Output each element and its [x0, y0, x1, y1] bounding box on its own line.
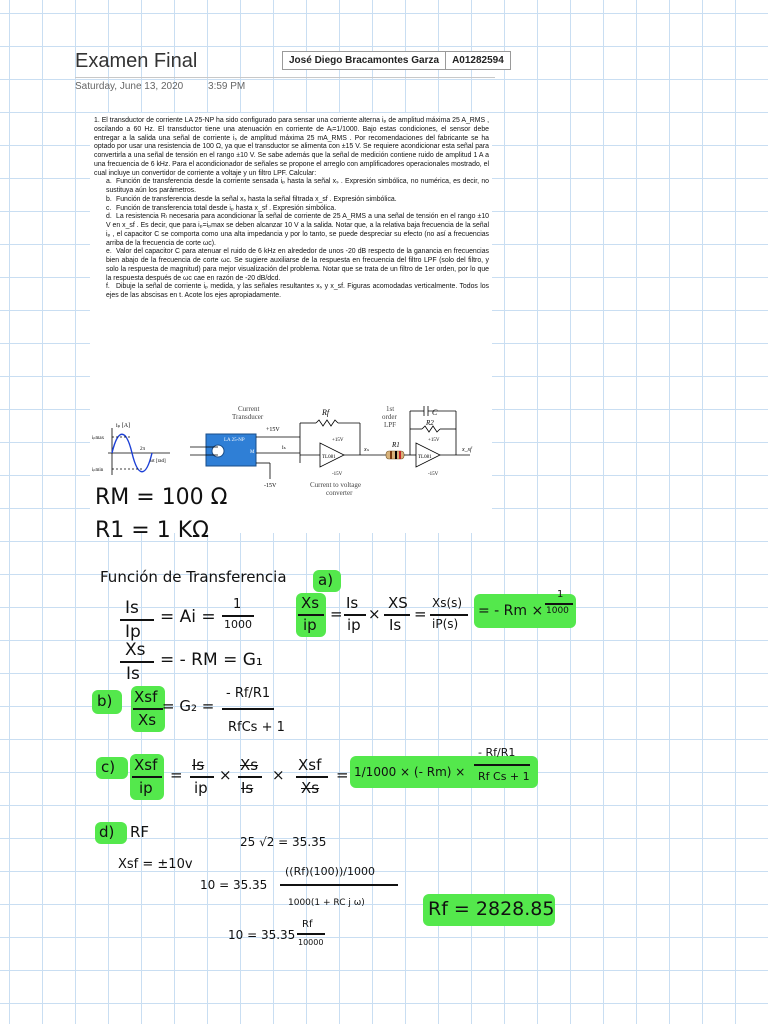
- plot-x-label: ωt [rad]: [150, 459, 166, 464]
- plot-period-label: 2π: [140, 447, 146, 452]
- converter-opamp-label: TL081: [322, 455, 336, 460]
- c-xsf-num: Xsf: [298, 756, 322, 774]
- problem-item-e: e. Valor del capacitor C para atenuar el ruido de 6 kHz en alrededor de unos -20 dB respecto de la ganancia en frecuencias bien abajo de la frecuencia de corte ωc. Se sugiere auxiliarse de la respuesta en frecuencia del filtro LPF (solo del filtro, y solo la respuesta de magnitud) para mejor visualización del problema. Notar que se trata de un filtro de 1er orden, por lo que la respuesta después de ωc cae en razón de -20 dB/dcd.: [106, 248, 489, 282]
- transducer-plus15: +15V: [266, 427, 280, 433]
- lpf-title-3: LPF: [384, 421, 397, 429]
- c-xs-num: Xs: [240, 756, 259, 774]
- c-num: Xsf: [134, 756, 158, 774]
- transducer-minus15: -15V: [264, 483, 277, 489]
- d-line3-num: ((Rf)(100))/1000: [285, 865, 375, 878]
- eq1-lhs-num: Is: [125, 598, 139, 618]
- a-res-num: 1: [557, 589, 564, 600]
- c-label: C: [432, 408, 438, 417]
- problem-intro: 1. El transductor de corriente LA 25-NP ha sido configurado para sensar una corriente alterna iₚ de amplitud máxima 25 A_RMS , oscilando a 60 Hz. El transductor tiene una atenuación en corriente de Aᵢ=1/1000. Bajo estas condiciones, el sensor debe entregar a la salida una señal de corriente iₛ de amplitud máxima 25 mA_RMS . Por recomendaciones del fabricante se ha optado por usar una resistencia de 100 Ω, ya que el transductor se alimenta con ±15 V. Se requiere acondicionar esta señal para convertirla a una señal de tensión en el rango ±10 V. Se sabe además que la señal de medición contiene ruido de amplitud 1 A a una frecuencia de 6 kHz. Para el acondicionador de señales se propone el arreglo con amplificadores operacionales mostrado, el cual incluye un convertidor de corriente a voltaje y un filtro LPF. Calcular:: [94, 117, 489, 177]
- eq1-mid: = Ai =: [160, 607, 216, 627]
- rf-resistor: [316, 420, 338, 426]
- eq1-num: 1: [233, 597, 242, 612]
- c-frac2-bar: [238, 776, 262, 778]
- note-c-label: c): [101, 758, 116, 776]
- b-den: Xs: [138, 711, 157, 729]
- a-is-num: Is: [346, 594, 359, 612]
- student-id: A01282594: [445, 52, 510, 69]
- c-lhs-bar: [132, 776, 162, 778]
- eq2-lhs-den: Is: [126, 664, 140, 684]
- problem-item-b: b. Función de transferencia desde la señal xₛ hasta la señal filtrada x_sf . Expresión simbólica.: [106, 195, 397, 203]
- note-r1: R1 = 1 KΩ: [95, 518, 209, 543]
- problem-text: [94, 117, 489, 301]
- b-rhs-den: RfCs + 1: [228, 720, 285, 735]
- a-xs-num: XS: [388, 594, 408, 612]
- b-eq: = G₂ =: [162, 697, 215, 715]
- page-meta: [75, 81, 267, 92]
- xs-label: xₛ: [364, 447, 369, 453]
- problem-item-a: a. Función de transferencia desde la corriente sensada iₚ hasta la señal xₛ . Expresión simbólica, no numérica, es decir, no sustituya aún los parámetros.: [106, 178, 489, 194]
- converter-title-2: converter: [326, 489, 353, 497]
- note-a-label: a): [318, 571, 334, 589]
- xsf-label: x_sf: [462, 447, 472, 453]
- r1-band-3: [399, 451, 401, 459]
- note-d-rf: RF: [130, 823, 150, 841]
- a-times: ×: [368, 605, 381, 623]
- eq1-den: 1000: [224, 618, 252, 631]
- c-frac1-bar: [190, 776, 214, 778]
- c-times-1: ×: [219, 766, 232, 784]
- d-line1: 25 √2 = 35.35: [240, 835, 327, 849]
- lpf-title-2: order: [382, 413, 397, 421]
- c-den: ip: [139, 779, 153, 797]
- a-xs: Xs: [301, 594, 320, 612]
- page-date: Saturday, June 13, 2020: [75, 81, 184, 92]
- transducer-pin-m: M: [250, 450, 255, 455]
- c-eq-2: =: [336, 766, 349, 784]
- lpf-title-1: 1st: [386, 405, 395, 413]
- page-time: 3:59 PM: [208, 81, 246, 92]
- plot-max-label: iₚmax: [92, 436, 105, 441]
- r1-band-1: [390, 451, 392, 459]
- student-name: José Diego Bracamontes Garza: [289, 55, 440, 66]
- student-info-table: [282, 51, 511, 70]
- b-num: Xsf: [134, 688, 158, 706]
- converter-plus15: +15V: [332, 438, 344, 443]
- eq1-bar: [222, 615, 254, 617]
- a-frac3-bar: [430, 614, 468, 616]
- rf-label: Rf: [322, 408, 330, 417]
- r2-label: R2: [426, 419, 434, 427]
- a-eq-1: =: [330, 605, 343, 623]
- eq2-rhs: = - RM = G₁: [160, 650, 263, 670]
- source-signal-plot: [108, 428, 170, 475]
- plot-y-label: iₚ [A]: [116, 423, 131, 429]
- c-frac3-bar: [296, 776, 328, 778]
- c-result: 1/1000 × (- Rm) ×: [354, 765, 466, 779]
- problem-item-c: c. Función de transferencia total desde iₚ hasta x_sf . Expresión simbólica.: [106, 204, 337, 212]
- note-heading: Función de Transferencia: [100, 568, 287, 586]
- problem-statement-image: [90, 113, 492, 533]
- title-divider: [75, 77, 495, 78]
- a-is-den: Is: [389, 616, 402, 634]
- note-b-label: b): [97, 692, 113, 710]
- c-res-den: Rf Cs + 1: [478, 770, 530, 783]
- converter-minus15: -15V: [332, 472, 343, 477]
- c-times-2: ×: [272, 766, 285, 784]
- d-line4-den: 10000: [298, 938, 324, 947]
- problem-item-d: d. La resistencia Rₗ necesaria para acondicionar la señal de corriente de 25 A_RMS a una señal de tensión en el rango ±10 V en x_sf . Es decir, que para iₚ=iₚmax se deben alcanzar 10 V a la salida. Notar que, a la relativa baja frecuencia de la señal iₚ , el capacitor C se comporta como una alta impedancia y por lo tanto, se puede despreciar su efecto (no así a frecuencias arriba de la frecuencia de corte ωc).: [106, 213, 489, 247]
- converter-title-1: Current to voltage: [310, 481, 361, 489]
- is-label: iₛ: [282, 445, 286, 451]
- c-eq-1: =: [170, 766, 183, 784]
- note-rm: RM = 100 Ω: [95, 485, 228, 510]
- d-line4-num: Rf: [302, 919, 313, 930]
- problem-item-f: f. Dibuje la señal de corriente iₚ medida, y las señales resultantes xₛ y x_sf. Figuras acomodadas verticalmente. Todos los ejes de las abscisas en t. Acote los ejes apropiadamente.: [106, 283, 489, 299]
- transducer-title-2: Transducer: [232, 413, 264, 421]
- b-rhs-bar: [222, 708, 274, 710]
- lpf-opamp-label: TL081: [418, 455, 432, 460]
- note-d-label: d): [99, 823, 115, 841]
- d-line4-bar: [297, 933, 325, 935]
- a-result: = - Rm ×: [478, 603, 544, 619]
- d-line3-den: 1000(1 + RC j ω): [288, 898, 365, 908]
- r1-band-2: [395, 451, 397, 459]
- a-res-den: 1000: [546, 606, 569, 616]
- b-rhs-num: - Rf/R1: [226, 686, 271, 701]
- a-xss: Xs(s): [432, 596, 463, 610]
- a-ips: iP(s): [432, 617, 459, 631]
- d-result: Rf = 2828.85: [428, 898, 555, 920]
- a-eq-2: =: [414, 605, 427, 623]
- eq2-lhs-bar: [120, 661, 154, 663]
- lpf-plus15: +15V: [428, 438, 440, 443]
- c-ip-den: ip: [194, 779, 208, 797]
- a-ip: ip: [303, 616, 317, 634]
- transducer-title-1: Current: [238, 405, 260, 413]
- plot-min-label: iₚmin: [92, 468, 104, 473]
- d-line4-lhs: 10 = 35.35: [228, 928, 296, 942]
- d-line3-bar: [280, 884, 398, 886]
- b-lhs-bar: [133, 708, 163, 710]
- r1-label: R1: [392, 441, 400, 449]
- transducer-model: LA 25-NP: [224, 438, 245, 443]
- c-res-num: - Rf/R1: [478, 746, 516, 759]
- eq1-lhs-bar: [120, 619, 154, 621]
- a-ip-den: ip: [347, 616, 361, 634]
- eq1-lhs-den: Ip: [125, 622, 141, 642]
- a-res-bar: [545, 603, 573, 605]
- d-line2: Xsf = ±10v: [118, 857, 193, 872]
- d-line3-lhs: 10 = 35.35: [200, 878, 268, 892]
- c-res-bar: [474, 764, 530, 766]
- circuit-diagram: [90, 403, 492, 533]
- c-xs-den: Xs: [301, 779, 320, 797]
- lpf-minus15: -15V: [428, 472, 439, 477]
- page-title: Examen Final: [75, 50, 198, 72]
- eq2-lhs-num: Xs: [125, 640, 146, 660]
- c-is-den: Is: [241, 779, 254, 797]
- c-is-num: Is: [192, 756, 205, 774]
